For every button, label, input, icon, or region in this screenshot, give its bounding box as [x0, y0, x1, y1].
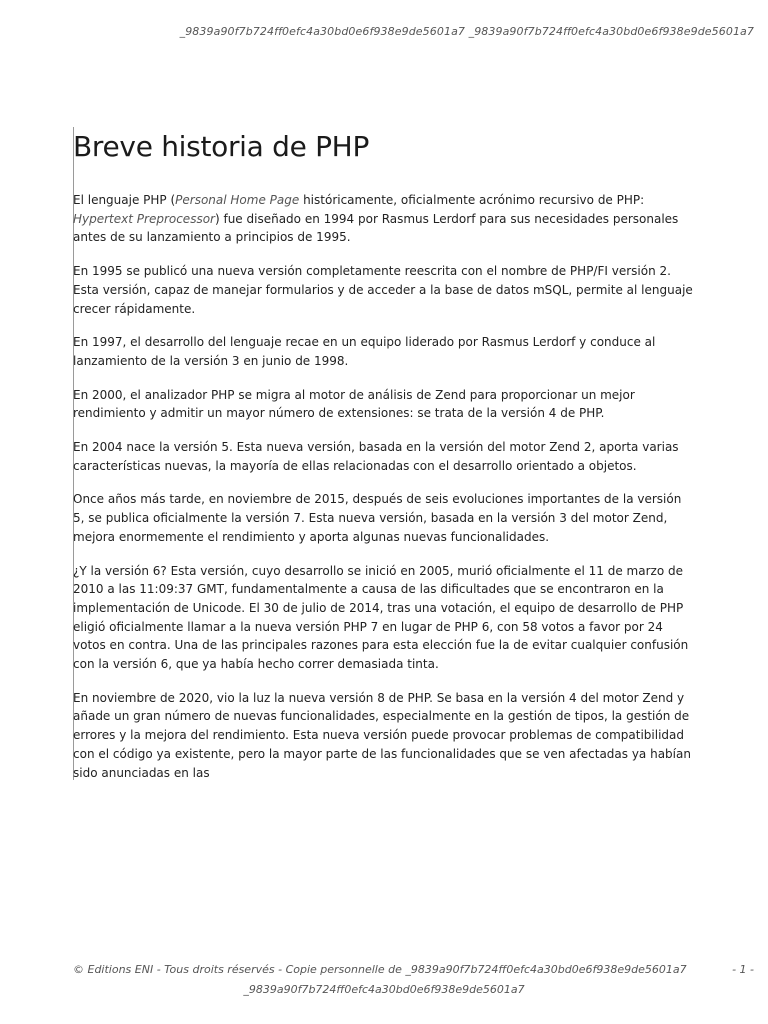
paragraph-version-4: En 2000, el analizador PHP se migra al motor de análisis de Zend para proporcionar un mejor rendimiento y admitir un mayor número de extensiones: se trata de la versión 4 de PHP.: [73, 387, 635, 421]
paragraph-version-8: En noviembre de 2020, vio la luz la nueva versión 8 de PHP. Se basa en la versión 4 del motor Zend y añade un gran número de nuevas funcionalidades, especialmente en la gestión de tipos, la gestión de errores y la mejora del rendimiento. Esta nueva versión puede provocar problemas de compatibilidad con el código ya existente, pero la mayor parte de las funcionalidades que se ven afectadas ya habían sido anunciadas en las: [73, 690, 691, 780]
paragraph-version-3: En 1997, el desarrollo del lenguaje recae en un equipo liderado por Rasmus Lerdorf y conduce al lanzamiento de la versión 3 en junio de 1998.: [73, 335, 656, 368]
paragraph-text: ) fue diseñado en 1994 por Rasmus Lerdorf para sus necesidades personales antes de su lanzamiento a principios de 1995.: [73, 211, 679, 245]
paragraph-version-7: Once años más tarde, en noviembre de 2015, después de seis evoluciones importantes de la versión 5, se publica oficialmente la versión 7. Esta nueva versión, basada en la versión 3 del motor Zend, mejora enormemente el rendimiento y aporta algunas nuevas funcionalidades.: [73, 492, 682, 544]
page-title: Breve historia de PHP: [73, 130, 370, 163]
italic-term-hypertext-preprocessor: Hypertext Preprocessor: [73, 211, 215, 226]
paragraph-origin: [73, 191, 695, 247]
header-watermark: _9839a90f7b724ff0efc4a30bd0e6f938e9de5601a7 _9839a90f7b724ff0efc4a30bd0e6f938e9de5601a7: [179, 25, 754, 38]
article-content: [73, 125, 695, 797]
paragraph-text: El lenguaje PHP (: [73, 193, 176, 207]
footer-copyright: © Editions ENI - Tous droits réservés - Copie personnelle de _9839a90f7b724ff0efc4a30bd0e6f938e9de5601a7: [73, 963, 687, 976]
paragraph-text: históricamente, oficialmente acrónimo recursivo de PHP:: [299, 193, 645, 207]
italic-term-personal-home-page: Personal Home Page: [175, 193, 300, 207]
paragraph-version-5: En 2004 nace la versión 5. Esta nueva versión, basada en la versión del motor Zend 2, aporta varias características nuevas, la mayoría de ellas relacionadas con el desarrollo orientado a objetos.: [73, 440, 679, 473]
paragraph-php-fi: En 1995 se publicó una nueva versión completamente reescrita con el nombre de PHP/FI versión 2. Esta versión, capaz de manejar formularios y de acceder a la base de datos mSQL, permite al lenguaje crecer rápidamente.: [73, 264, 693, 316]
footer-watermark: _9839a90f7b724ff0efc4a30bd0e6f938e9de5601a7: [243, 983, 525, 996]
paragraph-version-6: ¿Y la versión 6? Esta versión, cuyo desarrollo se inició en 2005, murió oficialmente el 11 de marzo de 2010 a las 11:09:37 GMT, fundamentalmente a causa de las dificultades que se encontraron en la implementación de Unicode. El 30 de julio de 2014, tras una votación, el equipo de desarrollo de PHP eligió oficialmente llamar a la nueva versión PHP 7 en lugar de PHP 6, con 58 votos a favor por 24 votos en contra. Una de las principales razones para esta elección fue la de evitar cualquier confusión con la versión 6, que ya había hecho correr demasiada tinta.: [73, 563, 689, 672]
footer-page-number: - 1 -: [732, 963, 754, 976]
